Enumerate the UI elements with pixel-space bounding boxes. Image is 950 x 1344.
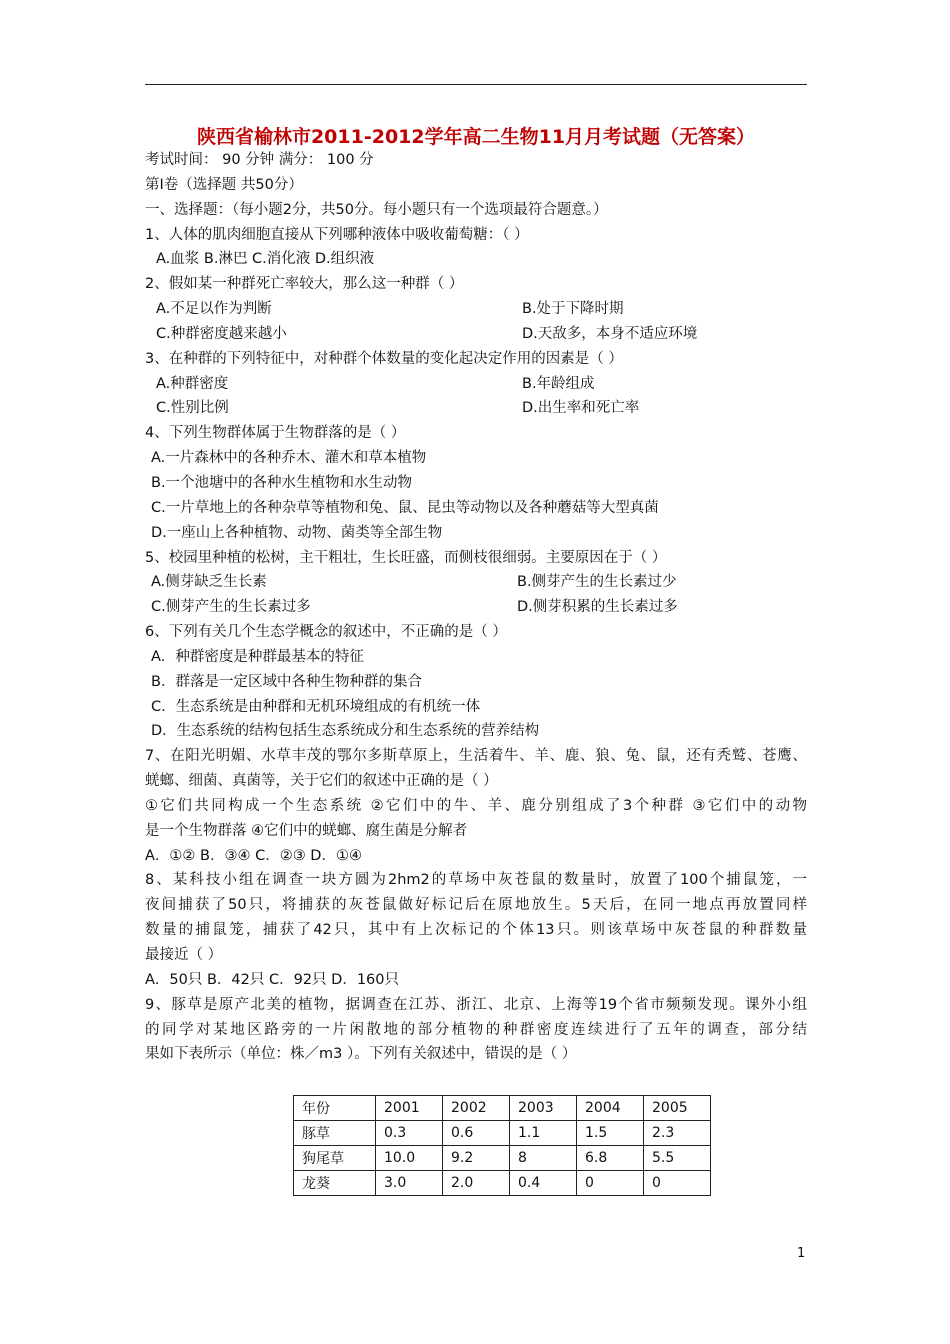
- q7-line-2: 蜣螂、细菌、真菌等，关于它们的叙述中正确的是（ ）: [145, 773, 498, 790]
- q5-stem: 5、校园里种植的松树，主干粗壮，生长旺盛，而侧枝很细弱。主要原因在于（ ）: [145, 549, 667, 566]
- table-cell: 0: [644, 1171, 711, 1196]
- q5-options-row2: [145, 595, 807, 620]
- q4-option-b: B.一个池塘中的各种水生植物和水生动物: [151, 474, 413, 491]
- table-header-cell: 年份: [294, 1096, 376, 1121]
- table-cell: 3.0: [376, 1171, 443, 1196]
- q2-options-row1: [145, 297, 807, 322]
- table-row: [294, 1121, 711, 1146]
- table-cell: 8: [510, 1146, 577, 1171]
- q6-stem: 6、下列有关几个生态学概念的叙述中，不正确的是（ ）: [145, 624, 507, 641]
- q2-options-row2: [145, 322, 807, 347]
- q9-line-2: 的同学对某地区路旁的一片闲散地的部分植物的种群密度连续进行了五年的调查，部分结: [145, 1021, 807, 1038]
- table-cell: 10.0: [376, 1146, 443, 1171]
- table-header-cell: 2002: [443, 1096, 510, 1121]
- table-cell: 0.4: [510, 1171, 577, 1196]
- q8-line-2: 夜间捕获了50只，将捕获的灰苍鼠做好标记后在原地放生。5天后，在同一地点再放置同样: [145, 897, 807, 914]
- table-row: [294, 1146, 711, 1171]
- q4-option-a: A.一片森林中的各种乔木、灌木和草本植物: [151, 450, 427, 467]
- table-cell: 0.3: [376, 1121, 443, 1146]
- q6-option-a: A．种群密度是种群最基本的特征: [151, 648, 364, 665]
- q7-line-3: ①它们共同构成一个生态系统 ②它们中的牛、羊、鹿分别组成了3个种群 ③它们中的动物: [145, 797, 807, 814]
- document-body: [145, 148, 807, 1067]
- q4-stem: 4、下列生物群体属于生物群落的是（ ）: [145, 425, 406, 442]
- table-cell: 1.5: [577, 1121, 644, 1146]
- table-cell: 2.0: [443, 1171, 510, 1196]
- q7-options: A．①② B．③④ C．②③ D．①④: [145, 847, 362, 864]
- q6-option-b: B．群落是一定区域中各种生物种群的集合: [151, 673, 422, 690]
- q8-line-4: 最接近（ ）: [145, 947, 223, 963]
- q3-options-row1: [145, 372, 807, 397]
- q2-option-b: B.处于下降时期: [522, 301, 624, 318]
- document-title: 陕西省榆林市2011-2012学年高二生物11月月考试题（无答案）: [196, 126, 756, 148]
- q2-stem: 2、假如某一种群死亡率较大，那么这一种群（ ）: [145, 276, 464, 293]
- table-cell: 0.6: [443, 1121, 510, 1146]
- q1-options: A.血浆 B.淋巴 C.消化液 D.组织液: [156, 251, 375, 268]
- q8-line-1: 8、某科技小组在调查一块方圆为2hm2的草场中灰苍鼠的数量时，放置了100个捕鼠笼，一: [145, 872, 807, 889]
- table-cell: 狗尾草: [294, 1146, 376, 1171]
- q8-line-3: 数量的捕鼠笼，捕获了42只，其中有上次标记的个体13只。则该草场中灰苍鼠的种群数量: [145, 922, 807, 939]
- q2-option-a: A.不足以作为判断: [156, 301, 272, 318]
- q6-option-d: D．生态系统的结构包括生态系统成分和生态系统的营养结构: [151, 723, 540, 740]
- q5-option-d: D.侧芽积累的生长素过多: [517, 599, 678, 616]
- table-header-cell: 2005: [644, 1096, 711, 1121]
- instructions: 一、选择题：（每小题2分，共50分。每小题只有一个选项最符合题意。）: [145, 201, 608, 218]
- q3-stem: 3、在种群的下列特征中，对种群个体数量的变化起决定作用的因素是（ ）: [145, 350, 623, 367]
- table-header-cell: 2003: [510, 1096, 577, 1121]
- q2-option-d: D.天敌多，本身不适应环境: [522, 325, 698, 342]
- table-cell: 0: [577, 1171, 644, 1196]
- q3-option-d: D.出生率和死亡率: [522, 400, 640, 417]
- q3-option-b: B.年龄组成: [522, 375, 595, 392]
- table-cell: 6.8: [577, 1146, 644, 1171]
- table-cell: 2.3: [644, 1121, 711, 1146]
- q9-line-3: 果如下表所示（单位：株／m3 ）。下列有关叙述中，错误的是（ ）: [145, 1046, 577, 1063]
- q6-option-c: C．生态系统是由种群和无机环境组成的有机统一体: [151, 698, 481, 715]
- table-row: [294, 1171, 711, 1196]
- q7-line-4: 是一个生物群落 ④它们中的蜣螂、腐生菌是分解者: [145, 822, 468, 839]
- q5-option-a: A.侧芽缺乏生长素: [151, 574, 267, 591]
- table-cell: 5.5: [644, 1146, 711, 1171]
- table-header-row: [294, 1096, 711, 1121]
- q5-option-b: B.侧芽产生的生长素过少: [517, 574, 677, 591]
- page-number: 1: [797, 1246, 806, 1261]
- q9-line-1: 9、豚草是原产北美的植物，据调查在江苏、浙江、北京、上海等19个省市频频发现。课外小组: [145, 996, 807, 1013]
- q8-options: A．50只 B．42只 C．92只 D．160只: [145, 971, 400, 988]
- table-cell: 9.2: [443, 1146, 510, 1171]
- q3-options-row2: [145, 396, 807, 421]
- q5-option-c: C.侧芽产生的生长素过多: [151, 599, 311, 616]
- q1-stem: 1、人体的肌肉细胞直接从下列哪种液体中吸收葡萄糖：（ ）: [145, 226, 529, 243]
- table-header-cell: 2001: [376, 1096, 443, 1121]
- table-cell: 1.1: [510, 1121, 577, 1146]
- header-rule: [145, 84, 807, 85]
- q2-option-c: C.种群密度越来越小: [156, 325, 287, 342]
- table-header-cell: 2004: [577, 1096, 644, 1121]
- table-cell: 龙葵: [294, 1171, 376, 1196]
- section-heading: 第Ⅰ卷（选择题 共50分）: [145, 176, 303, 193]
- table-cell: 豚草: [294, 1121, 376, 1146]
- exam-info: 考试时间： 90 分钟 满分： 100 分: [145, 152, 374, 168]
- q7-line-1: 7、在阳光明媚、水草丰茂的鄂尔多斯草原上，生活着牛、羊、鹿、狼、兔、鼠，还有秃鹫、苍鹰、: [145, 748, 807, 765]
- q3-option-c: C.性别比例: [156, 400, 229, 417]
- population-density-table: [293, 1095, 711, 1196]
- q5-options-row1: [145, 570, 807, 595]
- q3-option-a: A.种群密度: [156, 375, 229, 392]
- q4-option-d: D.一座山上各种植物、动物、菌类等全部生物: [151, 524, 443, 541]
- q4-option-c: C.一片草地上的各种杂草等植物和兔、鼠、昆虫等动物以及各种蘑菇等大型真菌: [151, 499, 659, 516]
